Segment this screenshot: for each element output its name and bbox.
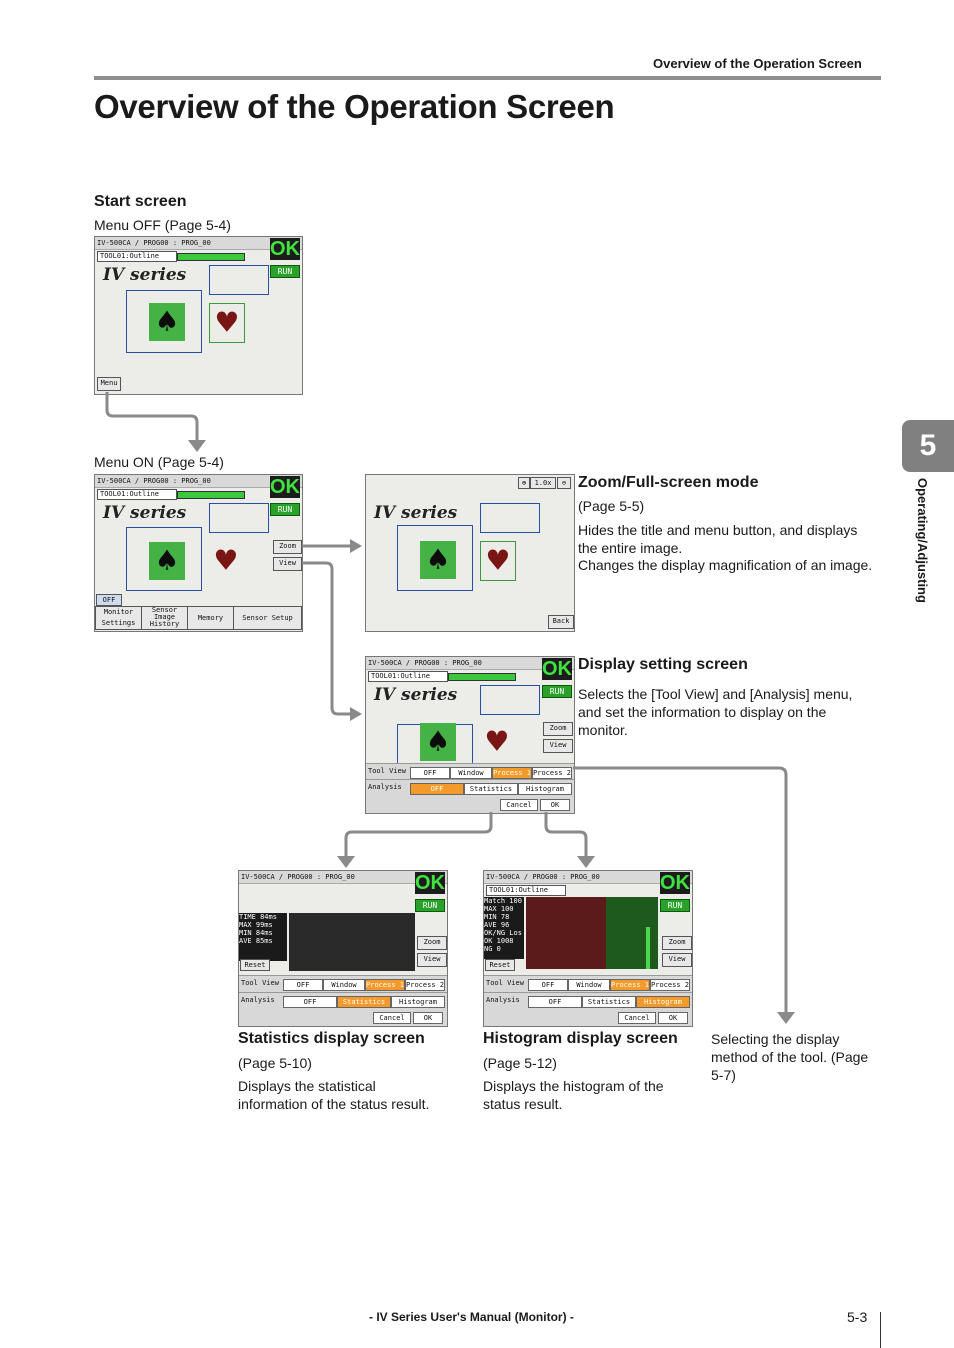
tool-view-process1[interactable]: Process 1 xyxy=(493,769,531,777)
tool-view-process1[interactable]: Process 1 xyxy=(366,981,404,989)
hist-row: Match 100 xyxy=(484,897,522,905)
run-badge: RUN xyxy=(660,899,690,912)
analysis-label: Analysis xyxy=(241,996,275,1004)
analysis-histogram[interactable]: Histogram xyxy=(518,783,572,795)
cancel-button[interactable]: Cancel xyxy=(618,1012,656,1024)
heart-card: ♥ xyxy=(480,541,516,581)
analysis-off[interactable]: OFF xyxy=(528,996,582,1008)
run-badge: RUN xyxy=(415,899,445,912)
start-screen-heading: Start screen xyxy=(94,193,187,210)
series-label: IV series xyxy=(103,503,187,523)
screen-title-bar: IV-500CA / PROG00 : PROG_00 xyxy=(484,871,692,884)
menu-off-caption: Menu OFF (Page 5-4) xyxy=(94,217,231,233)
zoom-button[interactable]: Zoom xyxy=(273,540,302,554)
zoom-in-icon[interactable]: ⊕ xyxy=(518,477,530,489)
analysis-label: Analysis xyxy=(486,996,520,1004)
tool-view-off[interactable]: OFF xyxy=(410,767,450,779)
histogram-heading: Histogram display screen xyxy=(483,1030,678,1047)
statistics-connector-line xyxy=(346,812,491,858)
spade-card: ♠ xyxy=(420,541,456,579)
spade-card: ♠ xyxy=(420,723,456,761)
zoom-page-ref: (Page 5-5) xyxy=(578,498,645,514)
tool-view-process2[interactable]: Process 2 xyxy=(533,769,571,777)
analysis-statistics[interactable]: Statistics xyxy=(337,996,391,1008)
tool-view-off[interactable]: OFF xyxy=(283,979,323,991)
hist-row: MAX 100 xyxy=(484,905,514,913)
heart-card: ♥ xyxy=(486,722,508,762)
zoom-button[interactable]: Zoom xyxy=(417,936,447,950)
tool-view-process1[interactable]: Process 1 xyxy=(611,981,649,989)
chapter-tab: 5 xyxy=(902,420,954,472)
stats-row: MAX 99ms xyxy=(239,921,273,929)
ok-indicator: OK xyxy=(270,476,300,498)
heart-card: ♥ xyxy=(209,303,245,343)
tool-select[interactable]: TOOL01:Outline xyxy=(97,489,177,500)
zoom-out-icon[interactable]: ⊖ xyxy=(557,477,571,489)
tool-view-label: Tool View xyxy=(486,979,524,987)
zoom-level: 1.0x xyxy=(530,477,556,489)
reset-button[interactable]: Reset xyxy=(485,959,515,971)
zoom-button[interactable]: Zoom xyxy=(662,936,692,950)
series-label: IV series xyxy=(374,503,458,523)
analysis-off[interactable]: OFF xyxy=(410,783,464,795)
arrow-head-down xyxy=(188,440,206,452)
connector-lines xyxy=(107,392,786,1012)
tool-view-process2[interactable]: Process 2 xyxy=(651,981,689,989)
zoom-heading: Zoom/Full-screen mode xyxy=(578,474,759,491)
ok-button[interactable]: OK xyxy=(540,799,570,811)
stats-row: AVE 85ms xyxy=(239,937,273,945)
ok-button[interactable]: OK xyxy=(658,1012,688,1024)
menu-to-menu-on-line xyxy=(107,392,197,442)
spade-card: ♠ xyxy=(149,303,185,341)
analysis-histogram[interactable]: Histogram xyxy=(636,996,690,1008)
ok-indicator: OK xyxy=(660,872,690,894)
screen-title-bar: IV-500CA / PROG00 : PROG_00 xyxy=(239,871,447,884)
ok-indicator: OK xyxy=(542,658,572,680)
stats-row: MIN 84ms xyxy=(239,929,273,937)
memory-button[interactable]: Memory xyxy=(187,606,234,630)
hist-row: MIN 78 xyxy=(484,913,510,921)
analysis-label: Analysis xyxy=(368,783,402,791)
ok-button[interactable]: OK xyxy=(413,1012,443,1024)
display-setting-desc: Selects the [Tool View] and [Analysis] menu, and set the information to display on the monitor. xyxy=(578,686,853,738)
tool-view-label: Tool View xyxy=(241,979,279,987)
arrow-head-right xyxy=(350,539,362,553)
zoom-desc-1: Hides the title and menu button, and displays the entire image. xyxy=(578,522,858,556)
heart-card: ♥ xyxy=(215,541,237,581)
spade-card: ♠ xyxy=(149,542,185,580)
view-button[interactable]: View xyxy=(543,739,573,753)
analysis-statistics[interactable]: Statistics xyxy=(464,783,518,795)
ok-indicator: OK xyxy=(270,238,300,260)
toolview-connector-line xyxy=(573,768,786,1012)
arrow-heads xyxy=(188,440,795,1024)
footer-rule xyxy=(880,1312,881,1348)
ok-indicator: OK xyxy=(415,872,445,894)
back-button[interactable]: Back xyxy=(548,615,574,629)
tool-view-label: Tool View xyxy=(368,767,406,775)
series-label: IV series xyxy=(103,265,187,285)
arrow-head-right xyxy=(350,707,362,721)
series-label: IV series xyxy=(374,685,458,705)
menu-button[interactable]: Menu xyxy=(97,377,121,391)
arrow-head-down xyxy=(577,856,595,868)
sensor-setup-button[interactable]: Sensor Setup xyxy=(233,606,302,630)
view-button[interactable]: View xyxy=(273,557,302,571)
arrow-head-down xyxy=(337,856,355,868)
running-header: Overview of the Operation Screen xyxy=(653,56,862,71)
tool-view-window[interactable]: Window xyxy=(568,979,610,991)
screen-title-bar: IV-500CA / PROG00 : PROG_00 xyxy=(95,237,302,250)
zoom-desc-2: Changes the display magnification of an image. xyxy=(578,557,873,573)
hist-row: OK/NG Los xyxy=(484,929,522,937)
tool-select[interactable]: TOOL01:Outline xyxy=(486,885,566,896)
tool-view-window[interactable]: Window xyxy=(450,767,492,779)
histogram-page-ref: (Page 5-12) xyxy=(483,1055,557,1071)
view-connector-line xyxy=(302,563,352,714)
histogram-connector-line xyxy=(546,812,586,858)
monitor-settings-button[interactable]: Monitor Settings xyxy=(95,606,142,630)
statistics-heading: Statistics display screen xyxy=(238,1030,425,1047)
tool-select[interactable]: TOOL01:Outline xyxy=(368,671,448,682)
reset-button[interactable]: Reset xyxy=(240,959,270,971)
statistics-page-ref: (Page 5-10) xyxy=(238,1055,312,1071)
tool-view-process2[interactable]: Process 2 xyxy=(406,981,444,989)
tool-view-off[interactable]: OFF xyxy=(528,979,568,991)
display-setting-heading: Display setting screen xyxy=(578,656,748,673)
page-title: Overview of the Operation Screen xyxy=(94,88,615,125)
run-badge: RUN xyxy=(270,265,300,278)
view-button[interactable]: View xyxy=(417,953,447,967)
off-button[interactable]: OFF xyxy=(96,594,122,606)
footer-manual-title: - IV Series User's Manual (Monitor) - xyxy=(369,1310,574,1324)
zoom-button[interactable]: Zoom xyxy=(543,722,573,736)
hist-row: OK 1008 xyxy=(484,937,514,945)
arrow-head-down xyxy=(777,1012,795,1024)
analysis-histogram[interactable]: Histogram xyxy=(391,996,445,1008)
run-badge: RUN xyxy=(270,503,300,516)
statistics-desc: Displays the statistical information of the status result. xyxy=(238,1078,430,1112)
chapter-side-label: Operating/Adjusting xyxy=(915,478,930,603)
analysis-statistics[interactable]: Statistics xyxy=(582,996,636,1008)
screen-title-bar: IV-500CA / PROG00 : PROG_00 xyxy=(95,475,302,488)
cancel-button[interactable]: Cancel xyxy=(373,1012,411,1024)
toolview-desc: Selecting the display method of the tool. (Page 5-7) xyxy=(711,1031,869,1083)
sensor-image-history-button[interactable]: Sensor Image History xyxy=(141,606,188,630)
stats-row: TIME 84ms xyxy=(239,913,277,921)
run-badge: RUN xyxy=(542,685,572,698)
cancel-button[interactable]: Cancel xyxy=(500,799,538,811)
tool-select[interactable]: TOOL01:Outline xyxy=(97,251,177,262)
hist-row: AVE 96 xyxy=(484,921,510,929)
histogram-desc: Displays the histogram of the status result. xyxy=(483,1078,664,1112)
footer-page-number: 5-3 xyxy=(847,1309,868,1325)
menu-on-caption: Menu ON (Page 5-4) xyxy=(94,454,224,470)
tool-view-window[interactable]: Window xyxy=(323,979,365,991)
analysis-off[interactable]: OFF xyxy=(283,996,337,1008)
hist-row: NG 0 xyxy=(484,945,501,953)
screen-title-bar: IV-500CA / PROG00 : PROG_00 xyxy=(366,657,574,670)
view-button[interactable]: View xyxy=(662,953,692,967)
